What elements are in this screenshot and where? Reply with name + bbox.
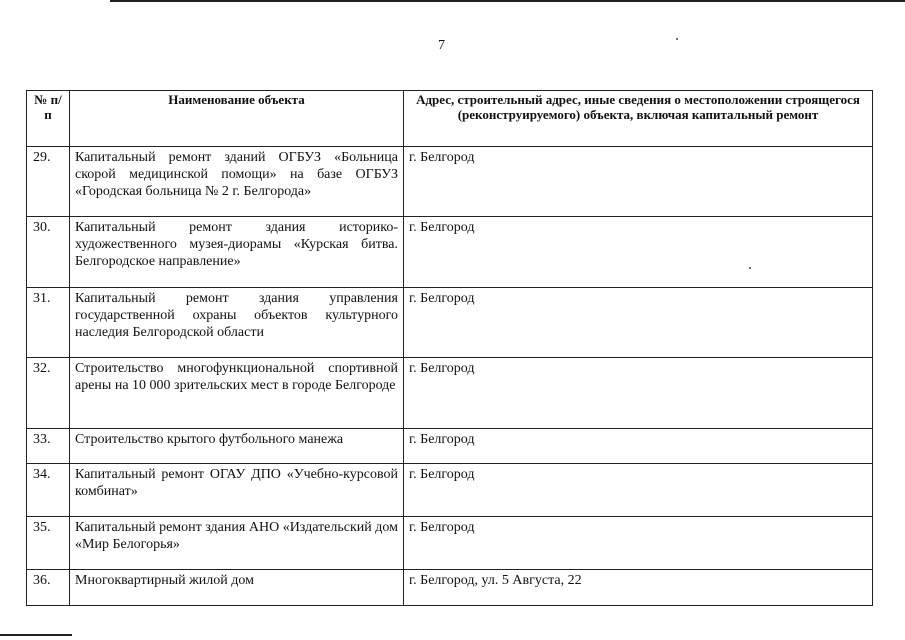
table-row bbox=[27, 288, 873, 358]
row-address: г. Белгород bbox=[404, 147, 873, 217]
table-row bbox=[27, 358, 873, 429]
row-name: Строительство крытого футбольного манежа bbox=[70, 429, 404, 464]
row-name: Капитальный ремонт здания АНО «Издательский дом «Мир Белогорья» bbox=[70, 517, 404, 570]
row-num: 29. bbox=[27, 147, 70, 217]
header-address: Адрес, строительный адрес, иные сведения о местоположении строящегося (реконструируемого) объекта, включая капитальный ремонт bbox=[404, 91, 873, 147]
header-name: Наименование объекта bbox=[70, 91, 404, 147]
table-row bbox=[27, 429, 873, 464]
row-name: Строительство многофункциональной спортивной арены на 10 000 зрительских мест в городе Белгороде bbox=[70, 358, 404, 429]
row-name: Капитальный ремонт здания историко-художественного музея-диорамы «Курская битва. Белгородское направление» bbox=[70, 217, 404, 288]
row-address: г. Белгород bbox=[404, 217, 873, 288]
row-address: г. Белгород bbox=[404, 288, 873, 358]
top-rule bbox=[110, 0, 905, 2]
row-address: г. Белгород bbox=[404, 464, 873, 517]
row-num: 33. bbox=[27, 429, 70, 464]
row-name: Капитальный ремонт зданий ОГБУЗ «Больница скорой медицинской помощи» на базе ОГБУЗ «Городская больница № 2 г. Белгорода» bbox=[70, 147, 404, 217]
table-row bbox=[27, 217, 873, 288]
bottom-rule bbox=[0, 634, 72, 636]
header-num: № п/п bbox=[27, 91, 70, 147]
table-row bbox=[27, 570, 873, 606]
row-name: Капитальный ремонт здания управления государственной охраны объектов культурного наследия Белгородской области bbox=[70, 288, 404, 358]
row-address: г. Белгород bbox=[404, 517, 873, 570]
row-address: г. Белгород, ул. 5 Августа, 22 bbox=[404, 570, 873, 606]
row-name: Многоквартирный жилой дом bbox=[70, 570, 404, 606]
table-row bbox=[27, 464, 873, 517]
table-row bbox=[27, 147, 873, 217]
table-header-row bbox=[27, 91, 873, 147]
objects-table bbox=[26, 90, 873, 606]
row-num: 35. bbox=[27, 517, 70, 570]
table-row bbox=[27, 517, 873, 570]
page-number: 7 bbox=[438, 38, 445, 53]
row-name: Капитальный ремонт ОГАУ ДПО «Учебно-курсовой комбинат» bbox=[70, 464, 404, 517]
row-num: 32. bbox=[27, 358, 70, 429]
row-address: г. Белгород bbox=[404, 429, 873, 464]
row-num: 36. bbox=[27, 570, 70, 606]
scan-speck bbox=[676, 38, 678, 40]
row-num: 34. bbox=[27, 464, 70, 517]
row-num: 30. bbox=[27, 217, 70, 288]
row-address: г. Белгород bbox=[404, 358, 873, 429]
row-num: 31. bbox=[27, 288, 70, 358]
